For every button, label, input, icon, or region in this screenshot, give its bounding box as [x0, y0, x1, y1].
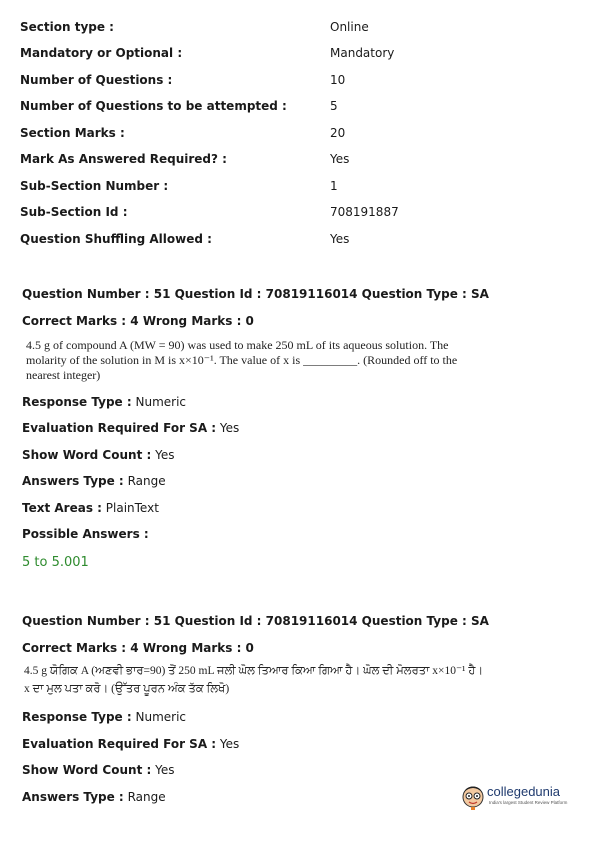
shuffling-value: Yes [330, 232, 350, 246]
mandatory-label: Mandatory or Optional : [20, 46, 183, 60]
answers-type-row [22, 790, 166, 804]
question-text-line: 4.5 g of compound A (MW = 90) was used to make 250 mL of its aqueous solution. The [26, 338, 449, 352]
answers-type-label: Answers Type : [22, 474, 124, 488]
evaluation-value: Yes [219, 421, 240, 435]
question-marks: Correct Marks : 4 Wrong Marks : 0 [22, 314, 254, 328]
answers-type-value: Range [127, 474, 166, 488]
section-type-value: Online [330, 20, 369, 34]
mark-answered-label: Mark As Answered Required? : [20, 152, 227, 166]
evaluation-row [22, 737, 239, 751]
collegedunia-logo [460, 781, 580, 815]
evaluation-value: Yes [219, 737, 240, 751]
logo-name: collegedunia [487, 784, 561, 799]
shuffling-label: Question Shuffling Allowed : [20, 232, 212, 246]
num-questions-value: 10 [330, 73, 346, 87]
response-type-label: Response Type : [22, 710, 132, 724]
num-questions-label: Number of Questions : [20, 73, 173, 87]
word-count-value: Yes [155, 448, 175, 462]
response-type-label: Response Type : [22, 395, 132, 409]
word-count-row [22, 763, 174, 777]
num-attempted-label: Number of Questions to be attempted : [20, 99, 287, 113]
word-count-value: Yes [155, 763, 175, 777]
sub-section-number-label: Sub-Section Number : [20, 179, 169, 193]
num-attempted-value: 5 [330, 99, 338, 113]
word-count-row [22, 448, 174, 462]
question-header: Question Number : 51 Question Id : 70819116014 Question Type : SA [22, 614, 489, 628]
question-text-line: nearest integer) [26, 368, 101, 382]
sub-section-id-label: Sub-Section Id : [20, 205, 128, 219]
response-type-row [22, 710, 186, 724]
sub-section-number-value: 1 [330, 179, 338, 193]
section-marks-value: 20 [330, 126, 346, 140]
mandatory-value: Mandatory [330, 46, 395, 60]
question-marks: Correct Marks : 4 Wrong Marks : 0 [22, 641, 254, 655]
answers-type-value: Range [127, 790, 166, 804]
possible-answers-value: 5 to 5.001 [22, 555, 89, 570]
section-marks-label: Section Marks : [20, 126, 125, 140]
response-type-row [22, 395, 186, 409]
response-type-value: Numeric [135, 395, 187, 409]
evaluation-row [22, 421, 239, 435]
question-text-line: 4.5 g ਯੋਗਿਕ A (ਅਣਵੀ ਭਾਰ=90) ਤੋਂ 250 mL ਜਲੀ ਘੋਲ ਤਿਆਰ ਕਿਆ ਗਿਆ ਹੈ। ਘੋਲ ਦੀ ਮੋਲਰਤਾ x×10⁻¹ ਹੈ। [24, 665, 484, 677]
question-text-line: molarity of the solution in M is x×10⁻¹. The value of x is _________. (Rounded off to the [26, 353, 458, 367]
possible-answers-label: Possible Answers : [22, 527, 149, 541]
evaluation-label: Evaluation Required For SA : [22, 737, 217, 751]
answers-type-row [22, 474, 166, 488]
logo-tagline: India's largest Student Review Platform [489, 800, 568, 805]
answers-type-label: Answers Type : [22, 790, 124, 804]
question-text-line: x ਦਾ ਮੁਲ ਪਤਾ ਕਰੋ। (ਉੱਤਰ ਪੂਰਨ ਅੰਕ ਤੱਕ ਲਿਖੋ) [24, 683, 230, 695]
text-areas-row [22, 501, 159, 515]
mascot-icon [460, 781, 486, 811]
response-type-value: Numeric [135, 710, 187, 724]
word-count-label: Show Word Count : [22, 763, 152, 777]
text-areas-label: Text Areas : [22, 501, 102, 515]
mark-answered-value: Yes [330, 152, 350, 166]
section-type-label: Section type : [20, 20, 114, 34]
text-areas-value: PlainText [105, 501, 159, 515]
sub-section-id-value: 708191887 [330, 205, 399, 219]
evaluation-label: Evaluation Required For SA : [22, 421, 217, 435]
question-header: Question Number : 51 Question Id : 70819116014 Question Type : SA [22, 287, 489, 301]
word-count-label: Show Word Count : [22, 448, 152, 462]
